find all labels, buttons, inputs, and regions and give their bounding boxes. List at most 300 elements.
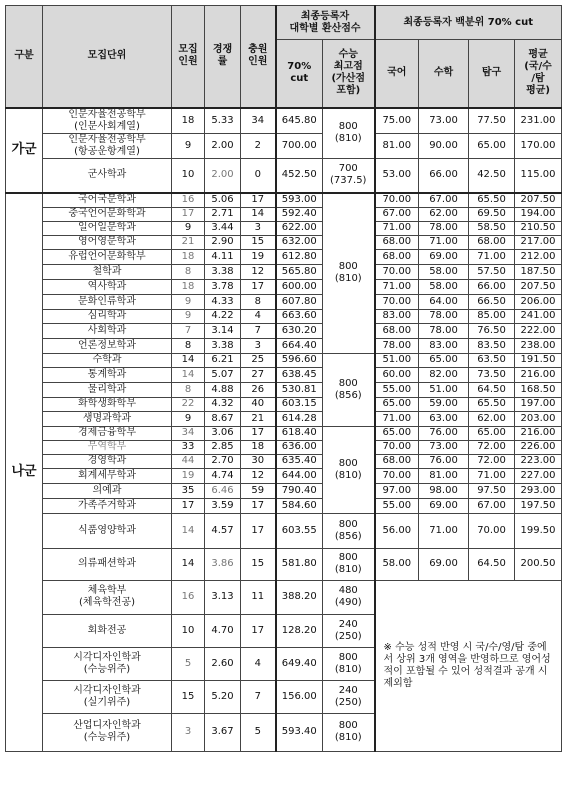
added-cell: 11 — [241, 580, 276, 614]
quota-cell: 17 — [172, 498, 205, 513]
inq-cell: 64.50 — [469, 382, 515, 397]
added-cell: 12 — [241, 264, 276, 279]
added-cell: 15 — [241, 235, 276, 249]
cut70-cell: 649.40 — [276, 647, 323, 680]
table-body — [6, 108, 562, 752]
added-cell: 2 — [241, 133, 276, 158]
rate-cell: 3.86 — [205, 548, 241, 580]
added-cell: 3 — [241, 221, 276, 235]
table-row — [6, 235, 562, 249]
table-row — [6, 264, 562, 279]
unit-cell: 화학생화학부 — [43, 397, 172, 411]
unit-cell: 인문자율전공학부 (항공운항계열) — [43, 133, 172, 158]
header-unit: 모집단위 — [43, 6, 172, 108]
math-cell: 78.00 — [419, 221, 469, 235]
rate-cell: 4.57 — [205, 513, 241, 548]
math-cell: 62.00 — [419, 207, 469, 221]
header-rate: 경쟁 률 — [205, 6, 241, 108]
cut70-cell: 635.40 — [276, 454, 323, 468]
avg-cell: 227.00 — [515, 468, 562, 483]
unit-cell: 사회학과 — [43, 323, 172, 338]
quota-cell: 10 — [172, 158, 205, 193]
header-math: 수학 — [419, 40, 469, 108]
math-cell: 59.00 — [419, 397, 469, 411]
kor-cell: 65.00 — [375, 397, 419, 411]
inq-cell: 71.00 — [469, 468, 515, 483]
table-row — [6, 338, 562, 353]
kor-cell: 70.00 — [375, 264, 419, 279]
inq-cell: 63.50 — [469, 353, 515, 367]
rate-cell: 2.00 — [205, 158, 241, 193]
max-score-cell: 800 (810) — [323, 713, 375, 751]
inq-cell: 65.00 — [469, 133, 515, 158]
table-row — [6, 367, 562, 382]
rate-cell: 4.22 — [205, 309, 241, 323]
quota-cell: 33 — [172, 440, 205, 454]
added-cell: 15 — [241, 548, 276, 580]
header-kor: 국어 — [375, 40, 419, 108]
rate-cell: 6.21 — [205, 353, 241, 367]
cut70-cell: 600.00 — [276, 279, 323, 294]
avg-cell: 115.00 — [515, 158, 562, 193]
inq-cell: 58.50 — [469, 221, 515, 235]
admission-results-table — [5, 5, 562, 752]
added-cell: 12 — [241, 468, 276, 483]
math-cell: 51.00 — [419, 382, 469, 397]
unit-cell: 영어영문학과 — [43, 235, 172, 249]
math-cell: 65.00 — [419, 353, 469, 367]
kor-cell: 81.00 — [375, 133, 419, 158]
avg-cell: 216.00 — [515, 426, 562, 440]
quota-cell: 22 — [172, 397, 205, 411]
math-cell: 83.00 — [419, 338, 469, 353]
inq-cell: 77.50 — [469, 108, 515, 134]
unit-cell: 회계세무학과 — [43, 468, 172, 483]
footnote: ※ 수능 성적 반영 시 국/수/영/탐 중에서 상위 3개 영역을 반영하므로 영어성적이 포함될 수 있어 성적결과 공개 시 제외함 — [375, 580, 562, 751]
quota-cell: 14 — [172, 513, 205, 548]
table-row — [6, 323, 562, 338]
rate-cell: 6.46 — [205, 483, 241, 498]
added-cell: 17 — [241, 193, 276, 207]
table-row — [6, 426, 562, 440]
avg-cell: 191.50 — [515, 353, 562, 367]
inq-cell: 76.50 — [469, 323, 515, 338]
unit-cell: 의예과 — [43, 483, 172, 498]
kor-cell: 78.00 — [375, 338, 419, 353]
rate-cell: 3.59 — [205, 498, 241, 513]
table-row — [6, 454, 562, 468]
quota-cell: 9 — [172, 221, 205, 235]
table-row — [6, 309, 562, 323]
table-row — [6, 108, 562, 134]
math-cell: 76.00 — [419, 454, 469, 468]
unit-cell: 의류패션학과 — [43, 548, 172, 580]
kor-cell: 60.00 — [375, 367, 419, 382]
cut70-cell: 664.40 — [276, 338, 323, 353]
unit-cell: 통계학과 — [43, 367, 172, 382]
added-cell: 17 — [241, 279, 276, 294]
cut70-cell: 593.00 — [276, 193, 323, 207]
kor-cell: 56.00 — [375, 513, 419, 548]
math-cell: 82.00 — [419, 367, 469, 382]
added-cell: 14 — [241, 207, 276, 221]
avg-cell: 238.00 — [515, 338, 562, 353]
max-score-cell: 800 (810) — [323, 647, 375, 680]
added-cell: 40 — [241, 397, 276, 411]
table-row — [6, 249, 562, 264]
rate-cell: 4.32 — [205, 397, 241, 411]
max-score-cell: 800 (856) — [323, 353, 375, 426]
avg-cell: 187.50 — [515, 264, 562, 279]
unit-cell: 물리학과 — [43, 382, 172, 397]
rate-cell: 2.71 — [205, 207, 241, 221]
math-cell: 66.00 — [419, 158, 469, 193]
inq-cell: 70.00 — [469, 513, 515, 548]
inq-cell: 67.00 — [469, 498, 515, 513]
table-row — [6, 207, 562, 221]
cut70-cell: 638.45 — [276, 367, 323, 382]
kor-cell: 71.00 — [375, 411, 419, 426]
table-row — [6, 483, 562, 498]
inq-cell: 64.50 — [469, 548, 515, 580]
kor-cell: 58.00 — [375, 548, 419, 580]
table-row — [6, 468, 562, 483]
rate-cell: 5.06 — [205, 193, 241, 207]
kor-cell: 75.00 — [375, 108, 419, 134]
rate-cell: 2.90 — [205, 235, 241, 249]
cut70-cell: 645.80 — [276, 108, 323, 134]
avg-cell: 216.00 — [515, 367, 562, 382]
rate-cell: 2.00 — [205, 133, 241, 158]
quota-cell: 18 — [172, 249, 205, 264]
quota-cell: 8 — [172, 264, 205, 279]
math-cell: 98.00 — [419, 483, 469, 498]
rate-cell: 2.85 — [205, 440, 241, 454]
math-cell: 69.00 — [419, 548, 469, 580]
max-score-cell: 700 (737.5) — [323, 158, 375, 193]
added-cell: 30 — [241, 454, 276, 468]
header-conv-group: 최종등록자 대학별 환산점수 — [276, 6, 375, 40]
added-cell: 27 — [241, 367, 276, 382]
cut70-cell: 581.80 — [276, 548, 323, 580]
avg-cell: 217.00 — [515, 235, 562, 249]
quota-cell: 14 — [172, 367, 205, 382]
max-score-cell: 480 (490) — [323, 580, 375, 614]
inq-cell: 65.50 — [469, 193, 515, 207]
quota-cell: 18 — [172, 279, 205, 294]
cut70-cell: 632.00 — [276, 235, 323, 249]
unit-cell: 언론정보학과 — [43, 338, 172, 353]
cut70-cell: 452.50 — [276, 158, 323, 193]
rate-cell: 5.20 — [205, 680, 241, 713]
inq-cell: 65.50 — [469, 397, 515, 411]
rate-cell: 4.70 — [205, 614, 241, 647]
max-score-cell: 800 (856) — [323, 513, 375, 548]
added-cell: 7 — [241, 680, 276, 713]
rate-cell: 8.67 — [205, 411, 241, 426]
table-row — [6, 382, 562, 397]
inq-cell: 66.50 — [469, 294, 515, 309]
table-row — [6, 411, 562, 426]
added-cell: 21 — [241, 411, 276, 426]
cut70-cell: 630.20 — [276, 323, 323, 338]
rate-cell: 5.33 — [205, 108, 241, 134]
inq-cell: 97.50 — [469, 483, 515, 498]
kor-cell: 70.00 — [375, 294, 419, 309]
kor-cell: 68.00 — [375, 235, 419, 249]
rate-cell: 3.78 — [205, 279, 241, 294]
header-pct-group: 최종등록자 백분위 70% cut — [375, 6, 562, 40]
quota-cell: 10 — [172, 614, 205, 647]
added-cell: 25 — [241, 353, 276, 367]
table-row — [6, 193, 562, 207]
cut70-cell: 790.40 — [276, 483, 323, 498]
inq-cell: 66.00 — [469, 279, 515, 294]
kor-cell: 68.00 — [375, 454, 419, 468]
avg-cell: 207.50 — [515, 193, 562, 207]
unit-cell: 수학과 — [43, 353, 172, 367]
inq-cell: 71.00 — [469, 249, 515, 264]
math-cell: 78.00 — [419, 323, 469, 338]
header-added: 충원 인원 — [241, 6, 276, 108]
kor-cell: 97.00 — [375, 483, 419, 498]
header-cut70: 70% cut — [276, 40, 323, 108]
rate-cell: 3.67 — [205, 713, 241, 751]
inq-cell: 69.50 — [469, 207, 515, 221]
inq-cell: 83.50 — [469, 338, 515, 353]
math-cell: 58.00 — [419, 264, 469, 279]
unit-cell: 문화인류학과 — [43, 294, 172, 309]
group-label: 가군 — [6, 108, 43, 194]
avg-cell: 203.00 — [515, 411, 562, 426]
unit-cell: 중국언어문화학과 — [43, 207, 172, 221]
avg-cell: 231.00 — [515, 108, 562, 134]
avg-cell: 206.00 — [515, 294, 562, 309]
table-row — [6, 397, 562, 411]
cut70-cell: 530.81 — [276, 382, 323, 397]
inq-cell: 72.00 — [469, 454, 515, 468]
rate-cell: 3.14 — [205, 323, 241, 338]
avg-cell: 223.00 — [515, 454, 562, 468]
unit-cell: 군사학과 — [43, 158, 172, 193]
quota-cell: 19 — [172, 468, 205, 483]
added-cell: 3 — [241, 338, 276, 353]
unit-cell: 생명과학과 — [43, 411, 172, 426]
quota-cell: 5 — [172, 647, 205, 680]
added-cell: 59 — [241, 483, 276, 498]
quota-cell: 15 — [172, 680, 205, 713]
table-row — [6, 440, 562, 454]
cut70-cell: 607.80 — [276, 294, 323, 309]
cut70-cell: 156.00 — [276, 680, 323, 713]
math-cell: 58.00 — [419, 279, 469, 294]
quota-cell: 9 — [172, 309, 205, 323]
quota-cell: 9 — [172, 133, 205, 158]
unit-cell: 가족주거학과 — [43, 498, 172, 513]
added-cell: 18 — [241, 440, 276, 454]
max-score-cell: 800 (810) — [323, 548, 375, 580]
quota-cell: 14 — [172, 353, 205, 367]
quota-cell: 35 — [172, 483, 205, 498]
avg-cell: 293.00 — [515, 483, 562, 498]
rate-cell: 4.11 — [205, 249, 241, 264]
table-row — [6, 279, 562, 294]
added-cell: 5 — [241, 713, 276, 751]
unit-cell: 산업디자인학과 (수능위주) — [43, 713, 172, 751]
unit-cell: 역사학과 — [43, 279, 172, 294]
quota-cell: 34 — [172, 426, 205, 440]
cut70-cell: 663.60 — [276, 309, 323, 323]
max-score-cell: 800 (810) — [323, 108, 375, 159]
kor-cell: 68.00 — [375, 323, 419, 338]
avg-cell: 210.50 — [515, 221, 562, 235]
unit-cell: 일어일문학과 — [43, 221, 172, 235]
unit-cell: 시각디자인학과 (실기위주) — [43, 680, 172, 713]
cut70-cell: 592.40 — [276, 207, 323, 221]
header-maxscore: 수능 최고점 (가산점 포함) — [323, 40, 375, 108]
inq-cell: 42.50 — [469, 158, 515, 193]
inq-cell: 73.50 — [469, 367, 515, 382]
unit-cell: 회화전공 — [43, 614, 172, 647]
rate-cell: 3.13 — [205, 580, 241, 614]
unit-cell: 경영학과 — [43, 454, 172, 468]
rate-cell: 4.33 — [205, 294, 241, 309]
cut70-cell: 614.28 — [276, 411, 323, 426]
rate-cell: 3.06 — [205, 426, 241, 440]
math-cell: 64.00 — [419, 294, 469, 309]
math-cell: 76.00 — [419, 426, 469, 440]
kor-cell: 65.00 — [375, 426, 419, 440]
math-cell: 69.00 — [419, 498, 469, 513]
math-cell: 73.00 — [419, 108, 469, 134]
avg-cell: 197.50 — [515, 498, 562, 513]
avg-cell: 199.50 — [515, 513, 562, 548]
cut70-cell: 596.60 — [276, 353, 323, 367]
table-row — [6, 498, 562, 513]
max-score-cell: 800 (810) — [323, 193, 375, 353]
max-score-cell: 800 (810) — [323, 426, 375, 513]
cut70-cell: 128.20 — [276, 614, 323, 647]
unit-cell: 시각디자인학과 (수능위주) — [43, 647, 172, 680]
cut70-cell: 603.15 — [276, 397, 323, 411]
cut70-cell: 636.00 — [276, 440, 323, 454]
kor-cell: 67.00 — [375, 207, 419, 221]
inq-cell: 62.00 — [469, 411, 515, 426]
cut70-cell: 618.40 — [276, 426, 323, 440]
kor-cell: 70.00 — [375, 440, 419, 454]
math-cell: 71.00 — [419, 513, 469, 548]
kor-cell: 71.00 — [375, 279, 419, 294]
math-cell: 90.00 — [419, 133, 469, 158]
cut70-cell: 700.00 — [276, 133, 323, 158]
added-cell: 17 — [241, 498, 276, 513]
avg-cell: 200.50 — [515, 548, 562, 580]
inq-cell: 85.00 — [469, 309, 515, 323]
rate-cell: 3.44 — [205, 221, 241, 235]
added-cell: 19 — [241, 249, 276, 264]
math-cell: 67.00 — [419, 193, 469, 207]
quota-cell: 44 — [172, 454, 205, 468]
math-cell: 81.00 — [419, 468, 469, 483]
max-score-cell: 240 (250) — [323, 680, 375, 713]
table-row — [6, 580, 562, 614]
quota-cell: 9 — [172, 294, 205, 309]
inq-cell: 68.00 — [469, 235, 515, 249]
math-cell: 73.00 — [419, 440, 469, 454]
kor-cell: 68.00 — [375, 249, 419, 264]
unit-cell: 심리학과 — [43, 309, 172, 323]
avg-cell: 241.00 — [515, 309, 562, 323]
added-cell: 26 — [241, 382, 276, 397]
avg-cell: 212.00 — [515, 249, 562, 264]
math-cell: 69.00 — [419, 249, 469, 264]
table-header — [6, 6, 562, 108]
math-cell: 78.00 — [419, 309, 469, 323]
group-label: 나군 — [6, 193, 43, 751]
avg-cell: 197.00 — [515, 397, 562, 411]
header-inq: 탐구 — [469, 40, 515, 108]
kor-cell: 55.00 — [375, 498, 419, 513]
quota-cell: 3 — [172, 713, 205, 751]
rate-cell: 4.74 — [205, 468, 241, 483]
inq-cell: 57.50 — [469, 264, 515, 279]
rate-cell: 3.38 — [205, 338, 241, 353]
quota-cell: 9 — [172, 411, 205, 426]
table-row — [6, 221, 562, 235]
unit-cell: 국어국문학과 — [43, 193, 172, 207]
header-gubun: 구분 — [6, 6, 43, 108]
cut70-cell: 593.40 — [276, 713, 323, 751]
avg-cell: 222.00 — [515, 323, 562, 338]
header-quota: 모집 인원 — [172, 6, 205, 108]
math-cell: 71.00 — [419, 235, 469, 249]
kor-cell: 70.00 — [375, 193, 419, 207]
cut70-cell: 612.80 — [276, 249, 323, 264]
added-cell: 4 — [241, 647, 276, 680]
unit-cell: 철학과 — [43, 264, 172, 279]
quota-cell: 18 — [172, 108, 205, 134]
rate-cell: 2.70 — [205, 454, 241, 468]
kor-cell: 53.00 — [375, 158, 419, 193]
table-row — [6, 158, 562, 193]
quota-cell: 16 — [172, 580, 205, 614]
avg-cell: 226.00 — [515, 440, 562, 454]
cut70-cell: 388.20 — [276, 580, 323, 614]
added-cell: 8 — [241, 294, 276, 309]
table-row — [6, 548, 562, 580]
quota-cell: 17 — [172, 207, 205, 221]
avg-cell: 168.50 — [515, 382, 562, 397]
rate-cell: 5.07 — [205, 367, 241, 382]
inq-cell: 72.00 — [469, 440, 515, 454]
quota-cell: 8 — [172, 338, 205, 353]
table-row — [6, 353, 562, 367]
rate-cell: 3.38 — [205, 264, 241, 279]
kor-cell: 70.00 — [375, 468, 419, 483]
avg-cell: 207.50 — [515, 279, 562, 294]
avg-cell: 194.00 — [515, 207, 562, 221]
added-cell: 7 — [241, 323, 276, 338]
quota-cell: 16 — [172, 193, 205, 207]
added-cell: 17 — [241, 614, 276, 647]
rate-cell: 4.88 — [205, 382, 241, 397]
table-row — [6, 513, 562, 548]
unit-cell: 유럽언어문화학부 — [43, 249, 172, 264]
added-cell: 17 — [241, 513, 276, 548]
unit-cell: 식품영양학과 — [43, 513, 172, 548]
math-cell: 63.00 — [419, 411, 469, 426]
avg-cell: 170.00 — [515, 133, 562, 158]
